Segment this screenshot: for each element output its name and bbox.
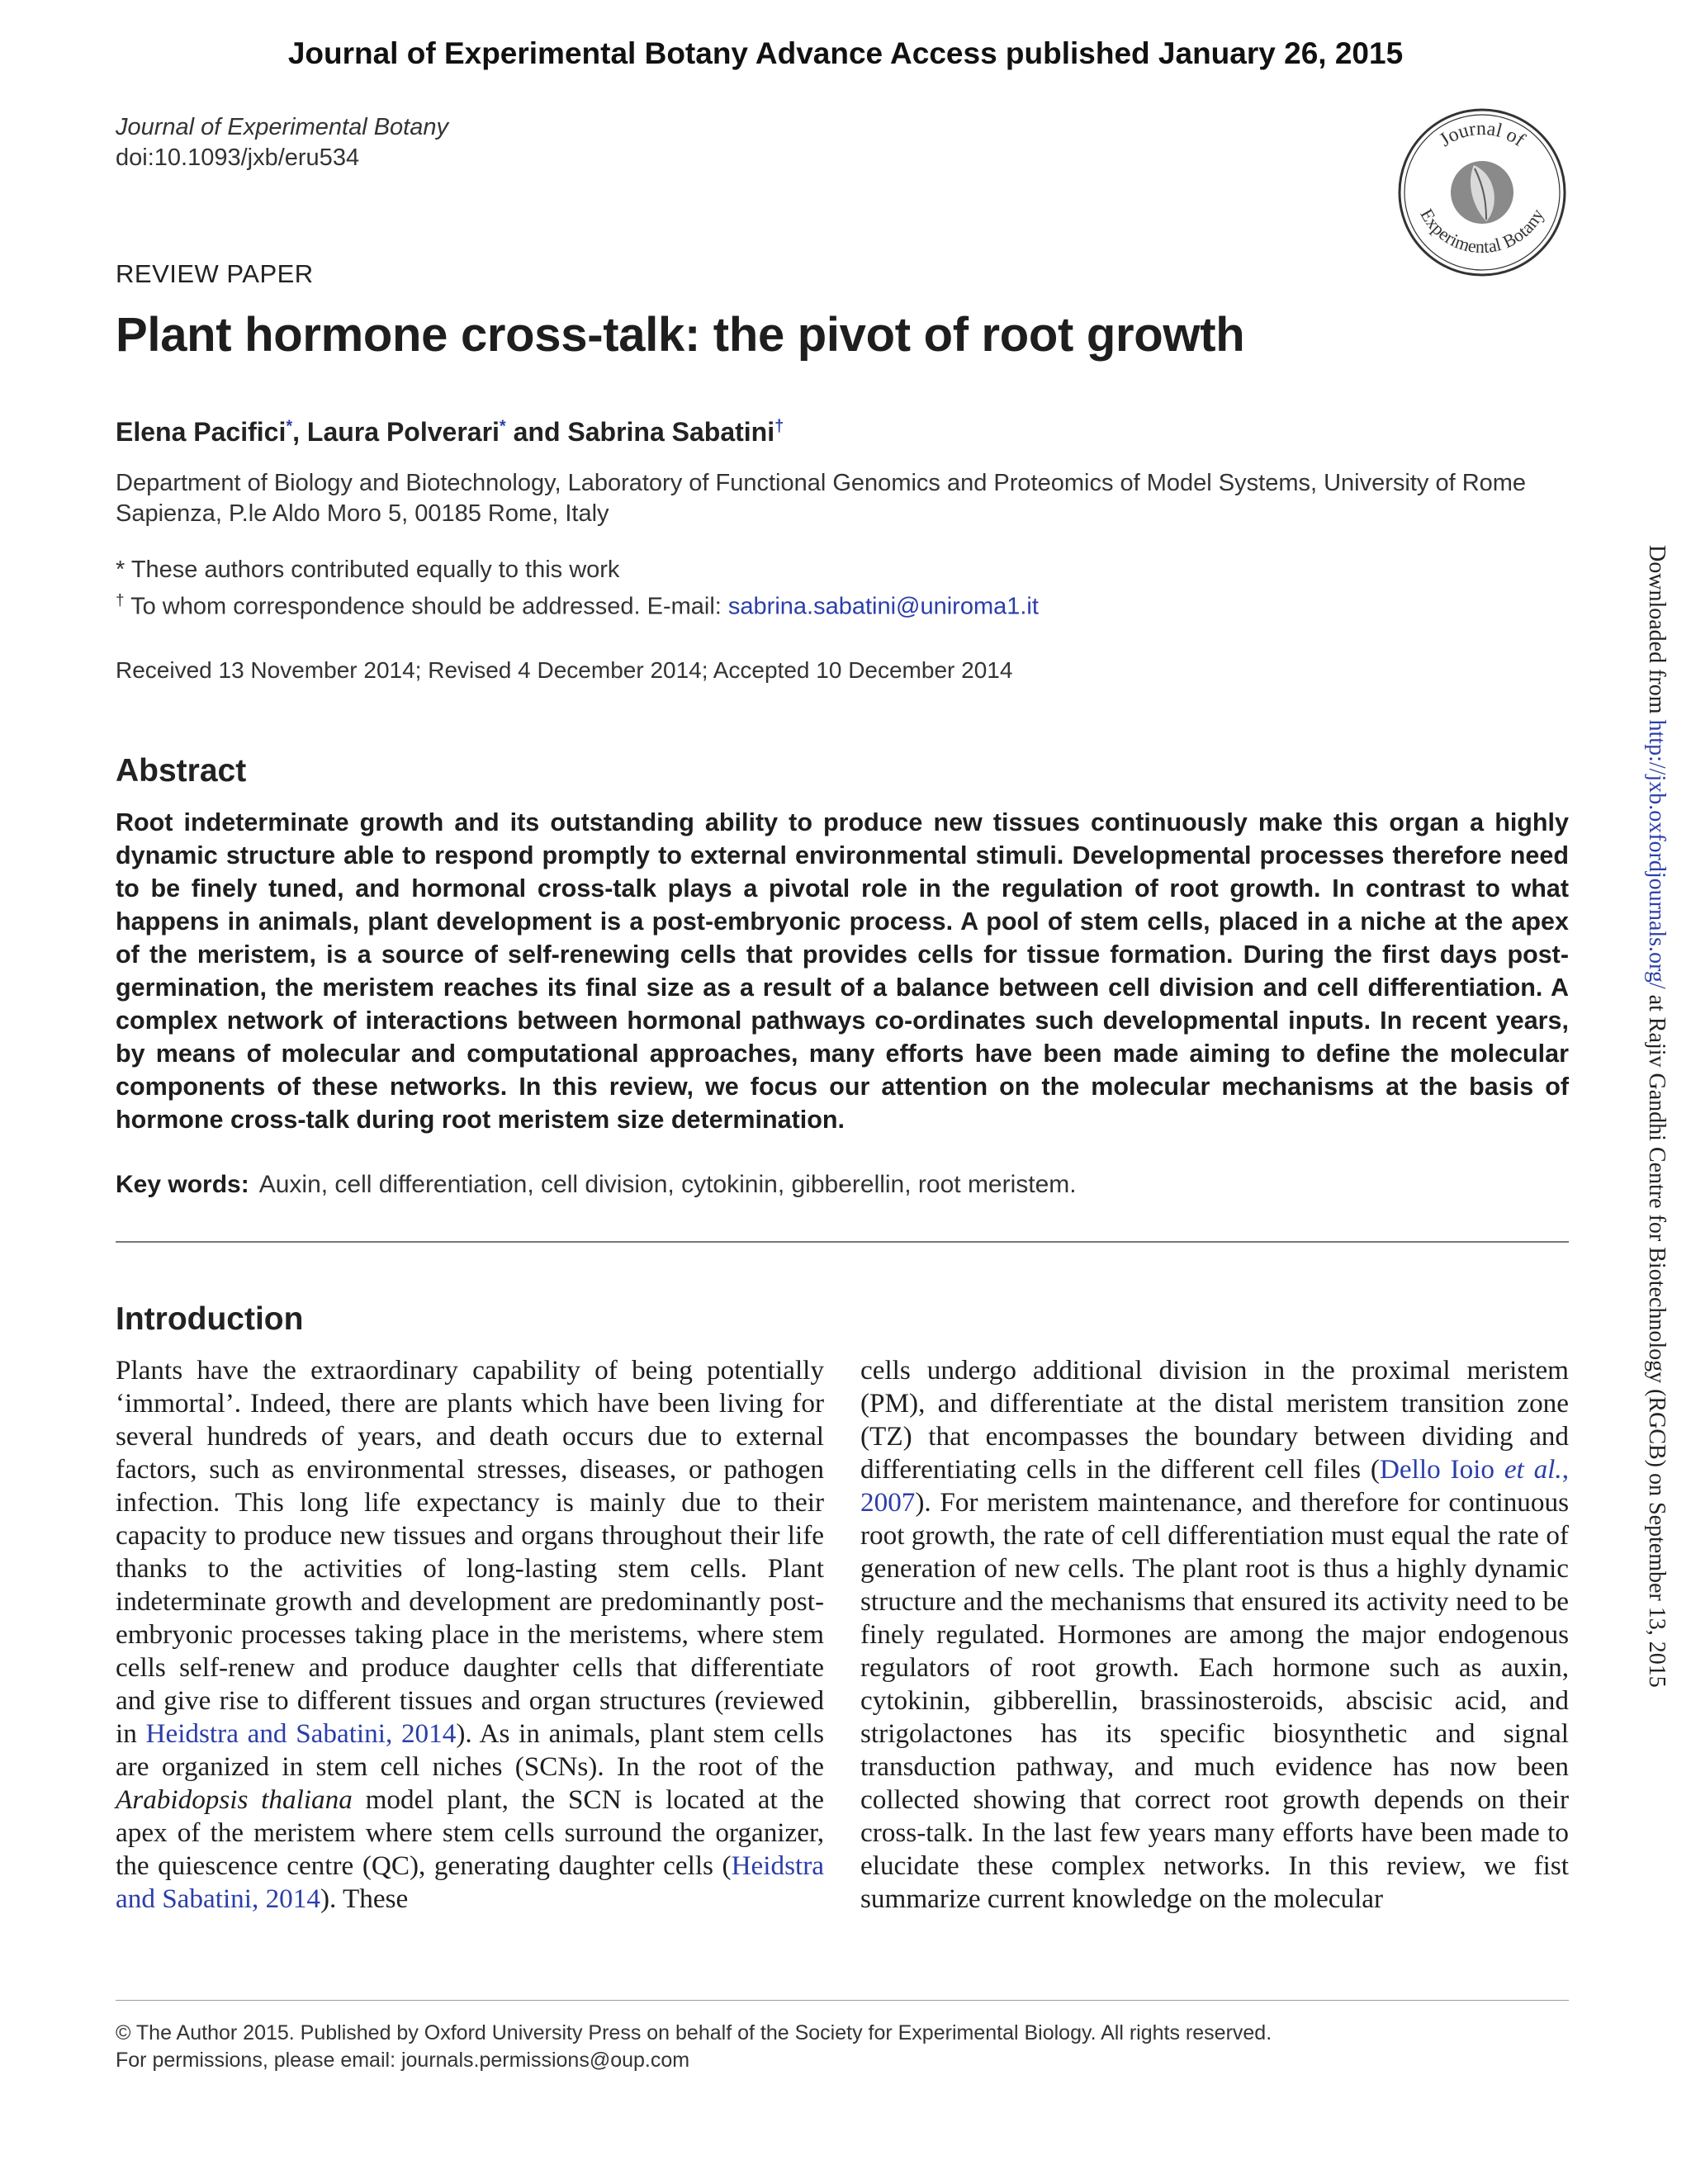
introduction-heading: Introduction [116, 1301, 304, 1337]
author-mark: * [286, 417, 293, 436]
svg-text:Journal of [1436, 118, 1529, 151]
doi: doi:10.1093/jxb/eru534 [116, 144, 360, 171]
affiliation: Department of Biology and Biotechnology, Laboratory of Functional Genomics and Proteomics of Model Systems, University of Rome Sapienza, P.le Aldo Moro 5, 00185 Rome, Italy [116, 470, 1527, 527]
citation-link[interactable]: Dello Ioio et al., 2007 [860, 1454, 1570, 1518]
citation-link[interactable]: Heidstra and Sabatini, 2014 [116, 1850, 824, 1914]
citation-link[interactable]: Heidstra and Sabatini, 2014 [145, 1718, 457, 1749]
copyright-line: © The Author 2015. Published by Oxford University Press on behalf of the Society for Experimental Biology. All rights reserved. [116, 2021, 1272, 2044]
section-divider [116, 1241, 1569, 1243]
footer-divider [116, 2000, 1569, 2001]
abstract-body: Root indeterminate growth and its outstanding ability to produce new tissues continuously make this organ a highly dynamic structure able to respond promptly to external environmental stimuli. Developmental processes therefore need to be finely tuned, and hormonal cross-talk plays a pivotal role in the regulation of root growth. In contrast to what happens in animals, plant development is a post-embryonic process. A pool of stem cells, placed in a niche at the apex of the meristem, is a source of self-renewing cells that provides cells for tissue formation. During the first days post-germination, the meristem reaches its final size as a result of a balance between cell division and cell differentiation. A complex network of interactions between hormonal pathways co-ordinates such developmental inputs. In recent years, by means of molecular and computational approaches, many efforts have been made aiming to define the molecular components of these networks. In this review, we focus our attention on the molecular mechanisms at the basis of hormone cross-talk during root meristem size determination. [116, 808, 1569, 1134]
keywords-label: Key words: [116, 1171, 249, 1198]
author-name: Laura Polverari [306, 417, 500, 447]
download-link[interactable]: http://jxb.oxfordjournals.org/ [1644, 719, 1670, 989]
species-name: Arabidopsis thaliana [116, 1784, 353, 1815]
author-mark: * [499, 417, 506, 436]
author-name: Elena Pacifici [116, 417, 287, 447]
keywords [116, 1171, 1077, 1199]
body-column-left: Plants have the extraordinary capability of being potentially ‘immortal’. Indeed, there are plants which have been living for several hundreds of years, and death occurs due to external factors, such as environmental stresses, diseases, or pathogen infection. This long life expectancy is mainly due to their capacity to produce new tissues and organs throughout their life thanks to the activities of long-lasting stem cells. Plant indeterminate growth and development are predominantly post-embryonic processes taking place in the meristems, where stem cells self-renew and produce daughter cells that differentiate and give rise to different tissues and organ structures (reviewed in Heidstra and Sabatini, 2014). As in animals, plant stem cells are organized in stem cell niches (SCNs). In the root of the Arabidopsis thaliana model plant, the SCN is located at the apex of the meristem where stem cells surround the organizer, the quiescence centre (QC), generating daughter cells (Heidstra and Sabatini, 2014). These [116, 1355, 824, 1914]
author-list: Elena Pacifici*, Laura Polverari* and Sabrina Sabatini† [116, 417, 784, 447]
journal-logo [1395, 106, 1569, 279]
author-mark: † [774, 417, 784, 436]
download-watermark: Downloaded from http://jxb.oxfordjournals.org/ at Rajiv Gandhi Centre for Biotechnology (RGCB) on September 13, 2015 [1644, 545, 1670, 1688]
paper-title: Plant hormone cross-talk: the pivot of root growth [116, 308, 1245, 362]
advance-access-banner: Journal of Experimental Botany Advance Access published January 26, 2015 [287, 36, 1404, 70]
logo-bottom-text: Experimental Botany [1416, 205, 1548, 258]
author-notes: * These authors contributed equally to this work † To whom correspondence should be addressed. E-mail: sabrina.sabatini@uniroma1.it [116, 557, 1039, 620]
logo-top-text: Journal of [1435, 117, 1529, 151]
abstract-heading: Abstract [116, 753, 247, 789]
journal-name: Journal of Experimental Botany [116, 114, 448, 140]
author-name: Sabrina Sabatini [567, 417, 775, 447]
copyright-footer [116, 2020, 1272, 2074]
body-column-right: cells undergo additional division in the proximal meristem (PM), and differentiate at the distal meristem transition zone (TZ) that encompasses the boundary between dividing and differentiating cells in the different cell files (Dello Ioio et al., 2007). For meristem maintenance, and therefore for continuous root growth, the rate of cell differentiation must equal the rate of generation of new cells. The plant root is thus a highly dynamic structure and the mechanisms that ensured its activity need to be finely regulated. Hormones are among the major endogenous regulators of root growth. Each hormone such as auxin, cytokinin, gibberellin, brassinosteroids, abscisic acid, and strigolactones has its specific biosynthetic and signal transduction pathway, and much evidence has now been collected showing that correct root growth depends on their cross-talk. In the last few years many efforts have been made to elucidate these complex networks. In this review, we fist summarize current knowledge on the molecular [860, 1355, 1570, 1914]
keywords-text: Auxin, cell differentiation, cell division, cytokinin, gibberellin, root meristem. [258, 1171, 1077, 1198]
permissions-line: For permissions, please email: journals.permissions@oup.com [116, 2049, 690, 2072]
paper-type: REVIEW PAPER [116, 259, 314, 288]
received-dates: Received 13 November 2014; Revised 4 December 2014; Accepted 10 December 2014 [116, 657, 1013, 683]
email-link[interactable]: sabrina.sabatini@uniroma1.it [727, 593, 1039, 620]
leaf-seal-icon [1451, 161, 1513, 224]
